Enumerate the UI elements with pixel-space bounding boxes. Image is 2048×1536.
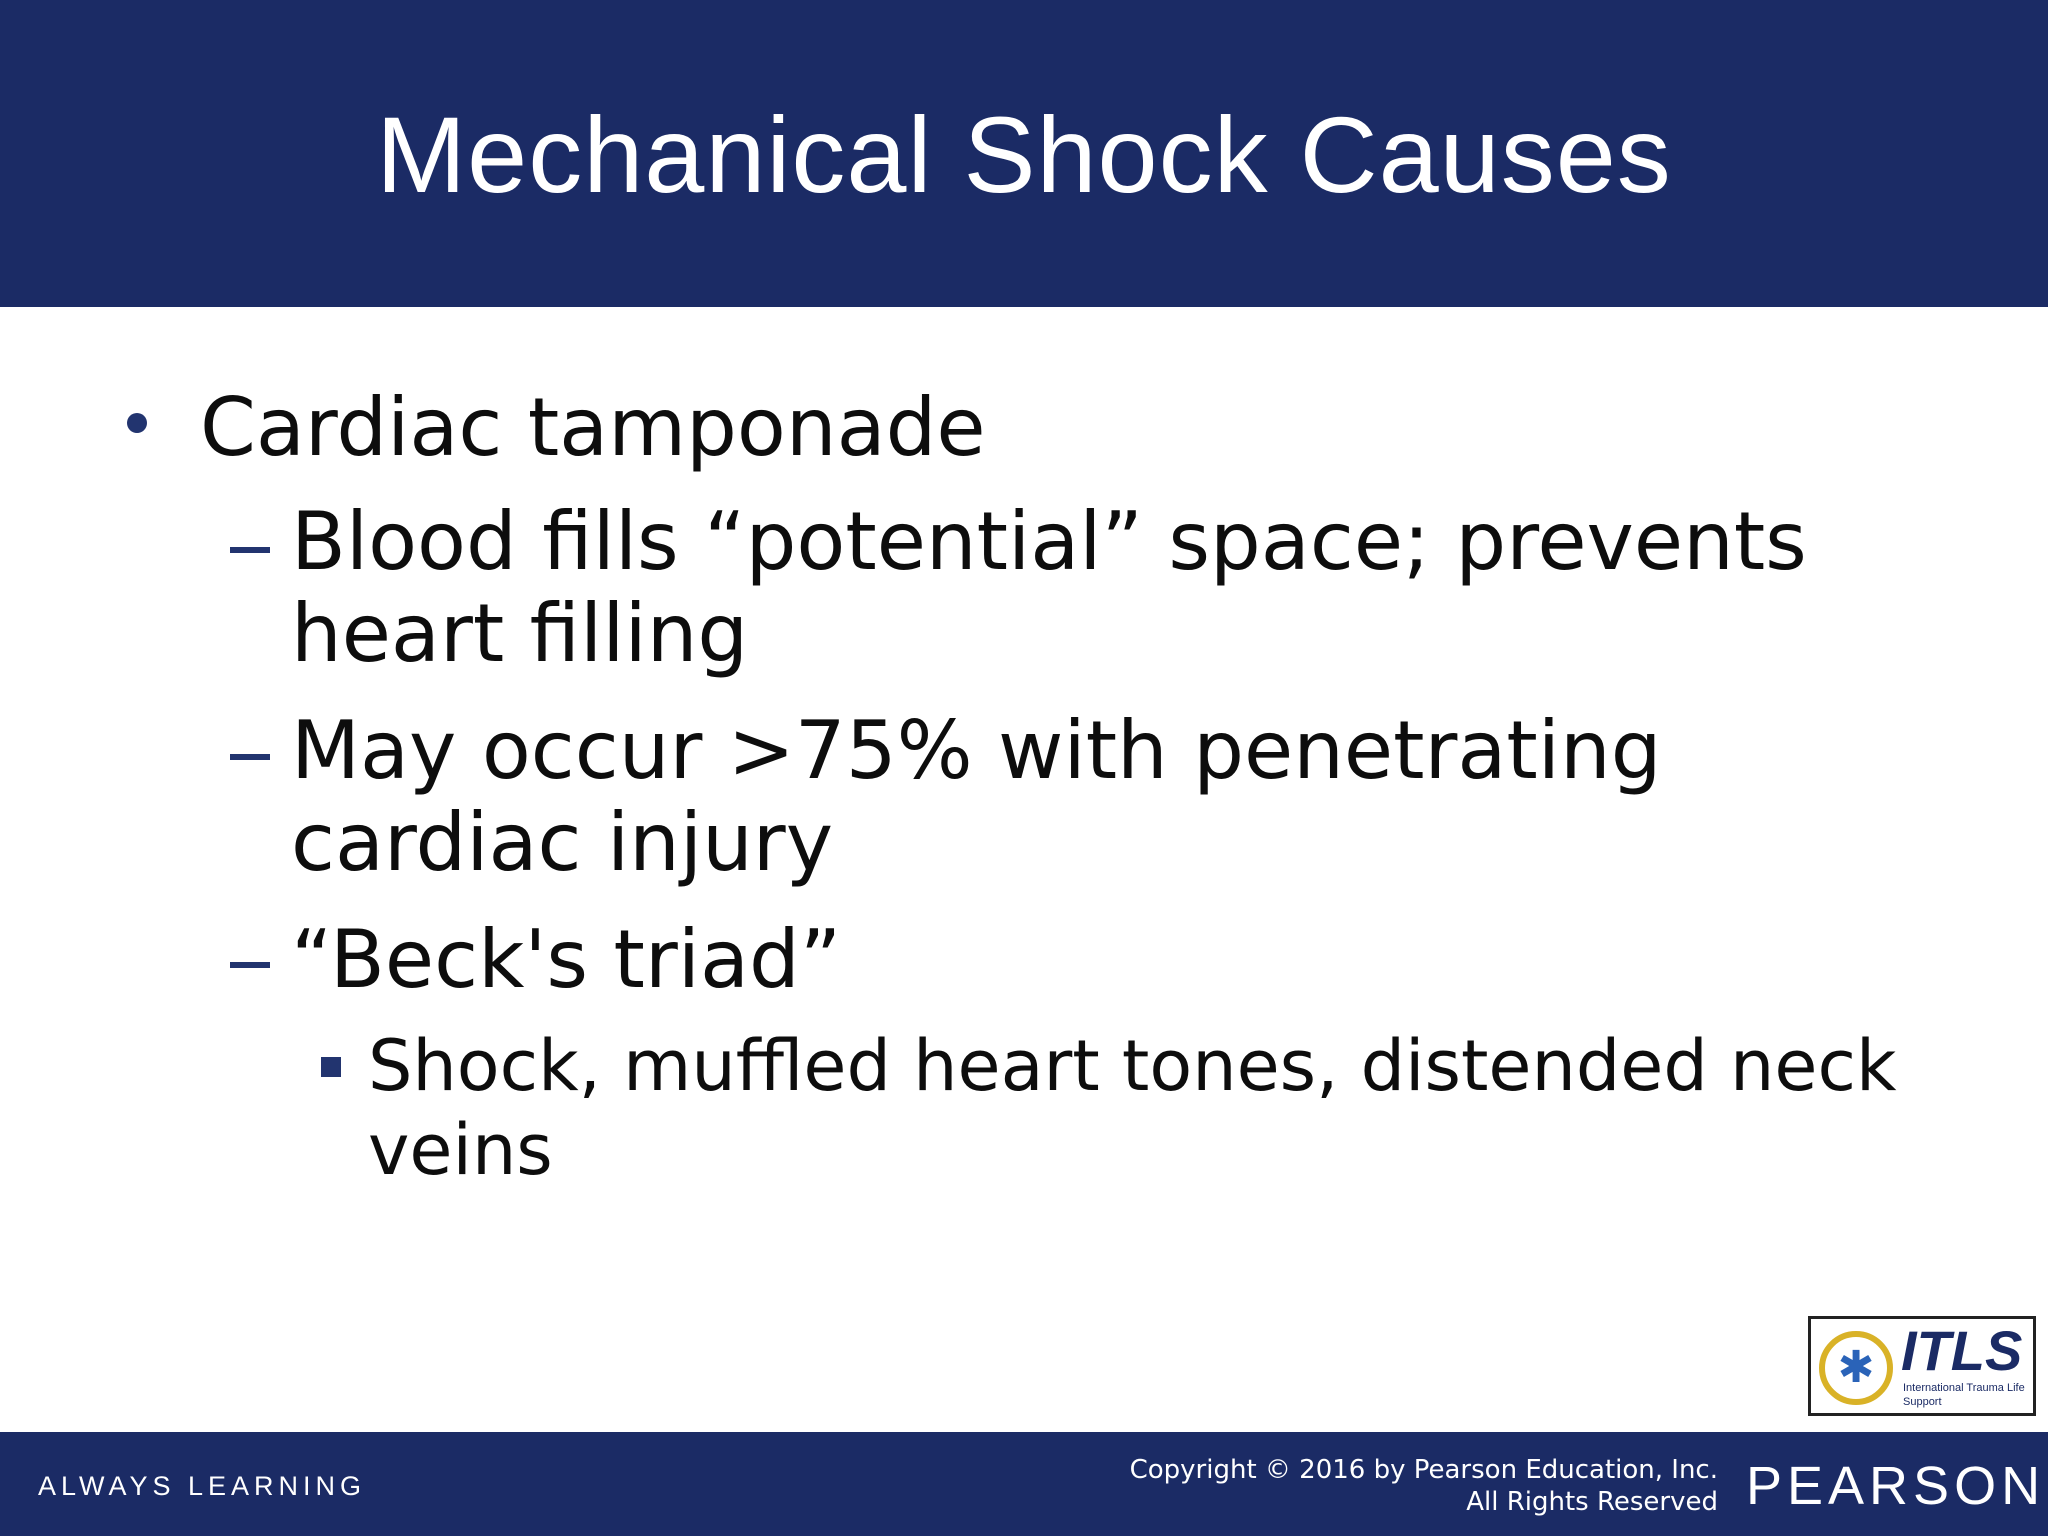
title-bar <box>0 0 2048 307</box>
slide-title: Mechanical Shock Causes <box>376 94 1672 215</box>
logo-subtitle: International Trauma Life Support <box>1903 1382 2025 1408</box>
footer-tagline: ALWAYS LEARNING <box>38 1471 367 1501</box>
bullet-main: Cardiac tamponade <box>200 381 986 474</box>
pearson-logo: PEARSON <box>1746 1456 2046 1516</box>
sub-sub-bullet-line-1: Shock, muffled heart tones, distended neck <box>368 1025 1897 1107</box>
sub-bullet-3: “Beck's triad” <box>291 913 842 1006</box>
logo-name: ITLS <box>1901 1319 2023 1382</box>
footer-bar <box>0 1432 2048 1536</box>
sub-bullet-2-line-1: May occur >75% with penetrating <box>291 704 1662 797</box>
copyright-line-1: Copyright © 2016 by Pearson Education, Inc. <box>1129 1455 1718 1485</box>
square-bullet-icon <box>321 1057 341 1077</box>
star-of-life-icon: ✱ <box>1819 1331 1893 1405</box>
dash-icon <box>230 754 270 760</box>
itls-logo <box>1808 1316 2036 1416</box>
dash-icon <box>230 962 270 968</box>
sub-sub-bullet-line-2: veins <box>368 1109 553 1191</box>
bullet-dot-icon <box>127 413 147 433</box>
dash-icon <box>230 547 270 553</box>
copyright-line-2: All Rights Reserved <box>1466 1487 1718 1517</box>
sub-bullet-1-line-2: heart filling <box>291 587 749 680</box>
sub-bullet-2-line-2: cardiac injury <box>291 796 834 889</box>
copyright-notice <box>1130 1454 1718 1518</box>
sub-bullet-1-line-1: Blood fills “potential” space; prevents <box>291 495 1807 588</box>
